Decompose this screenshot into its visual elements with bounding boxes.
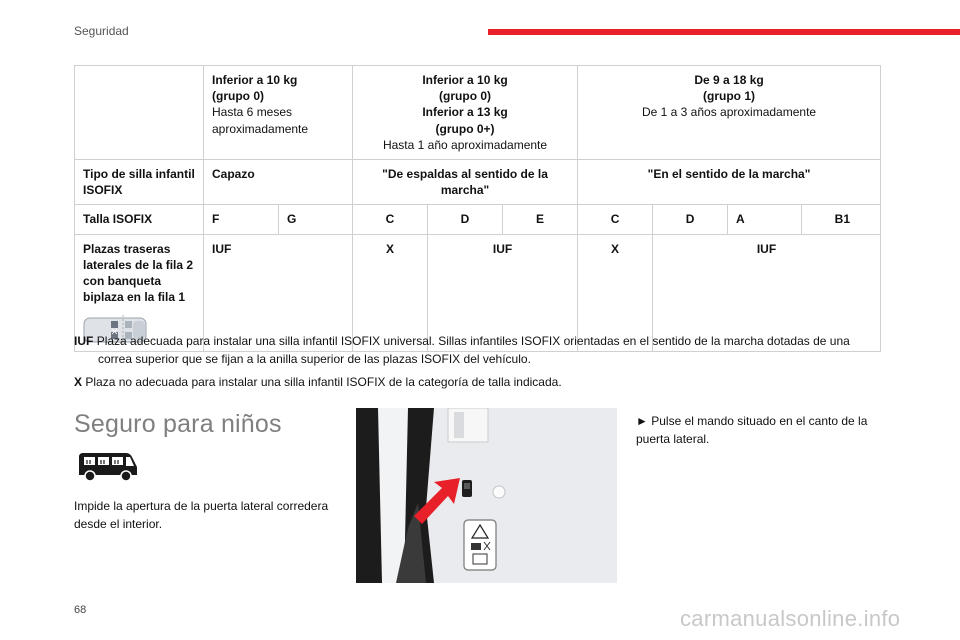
plazas-cell: X <box>578 234 653 352</box>
plazas-cell: IUF <box>428 234 578 352</box>
child-lock-instruction-text: Pulse el mando situado en el canto de la puerta lateral. <box>636 414 868 446</box>
group0-group: (grupo 0) <box>212 89 264 104</box>
talla-cell: B1 <box>802 205 881 234</box>
group1-weight: De 9 a 18 kg <box>694 73 764 87</box>
talla-label: Talla ISOFIX <box>75 205 204 234</box>
child-lock-instruction <box>636 412 886 448</box>
note-iuf-text: Plaza adecuada para instalar una silla infantil ISOFIX universal. Sillas infantiles ISOFIX orientadas en el sentido de la marcha dotadas de una correa superior que se fijan a la anilla superior de las plazas ISOFIX del vehículo. <box>96 334 850 366</box>
table-cell-group0 <box>204 66 353 160</box>
group0-age: Hasta 6 meses aproximadamente <box>212 105 309 136</box>
table-row-head <box>75 66 881 160</box>
talla-cell: F <box>204 205 279 234</box>
group0plus-weight-a: Inferior a 10 kg <box>422 73 508 87</box>
page-number: 68 <box>74 604 87 616</box>
talla-cell: C <box>578 205 653 234</box>
tipo-forward-facing: "En el sentido de la marcha" <box>578 159 881 204</box>
group1-age: De 1 a 3 años aproximadamente <box>641 105 817 120</box>
plazas-cell: IUF <box>204 234 353 352</box>
sliding-door-lock-photo <box>356 408 617 583</box>
table-cell-group0plus <box>353 66 578 160</box>
group0plus-group-a: (grupo 0) <box>439 89 492 104</box>
note-x <box>74 373 562 391</box>
isofix-table <box>74 65 881 352</box>
talla-cell: D <box>653 205 728 234</box>
tipo-label: Tipo de silla infantil ISOFIX <box>75 159 204 204</box>
tipo-rear-facing: "De espaldas al sentido de la marcha" <box>353 159 578 204</box>
note-x-text: Plaza no adecuada para instalar una silla infantil ISOFIX de la categoría de talla indicada. <box>85 375 562 389</box>
note-x-key: X <box>74 375 83 389</box>
section-title: Seguro para niños <box>74 410 282 438</box>
talla-cell: D <box>428 205 503 234</box>
table-row-talla <box>75 205 881 234</box>
plazas-cell: X <box>353 234 428 352</box>
talla-cell: G <box>279 205 353 234</box>
group0-weight: Inferior a 10 kg <box>212 73 298 87</box>
plazas-label: Plazas traseras laterales de la fila 2 con banqueta biplaza en la fila 1 <box>83 241 194 305</box>
talla-cell: E <box>503 205 578 234</box>
header-accent-bar <box>488 29 960 35</box>
passenger-van-icon <box>76 449 140 483</box>
table-cell-group1 <box>578 66 881 160</box>
group0plus-age: Hasta 1 año aproximadamente <box>382 137 548 152</box>
table-row-tipo <box>75 159 881 204</box>
group1-group: (grupo 1) <box>703 89 756 104</box>
child-lock-description: Impide la apertura de la puerta lateral corredera desde el interior. <box>74 499 329 531</box>
header-section-title: Seguridad <box>74 24 129 38</box>
group0plus-weight-b: Inferior a 13 kg <box>422 105 508 120</box>
tipo-capazo: Capazo <box>204 159 353 204</box>
talla-cell: C <box>353 205 428 234</box>
plazas-cell: IUF <box>653 234 881 352</box>
bullet-arrow-icon: ► <box>636 414 648 428</box>
door-edge-illustration <box>356 408 617 583</box>
group0plus-group-b: (grupo 0+) <box>435 121 495 136</box>
note-iuf-key: IUF <box>74 334 94 348</box>
note-iuf <box>74 332 884 368</box>
talla-cell: A <box>728 205 802 234</box>
watermark-text: carmanualsonline.info <box>680 606 901 631</box>
table-cell-empty <box>75 66 204 160</box>
